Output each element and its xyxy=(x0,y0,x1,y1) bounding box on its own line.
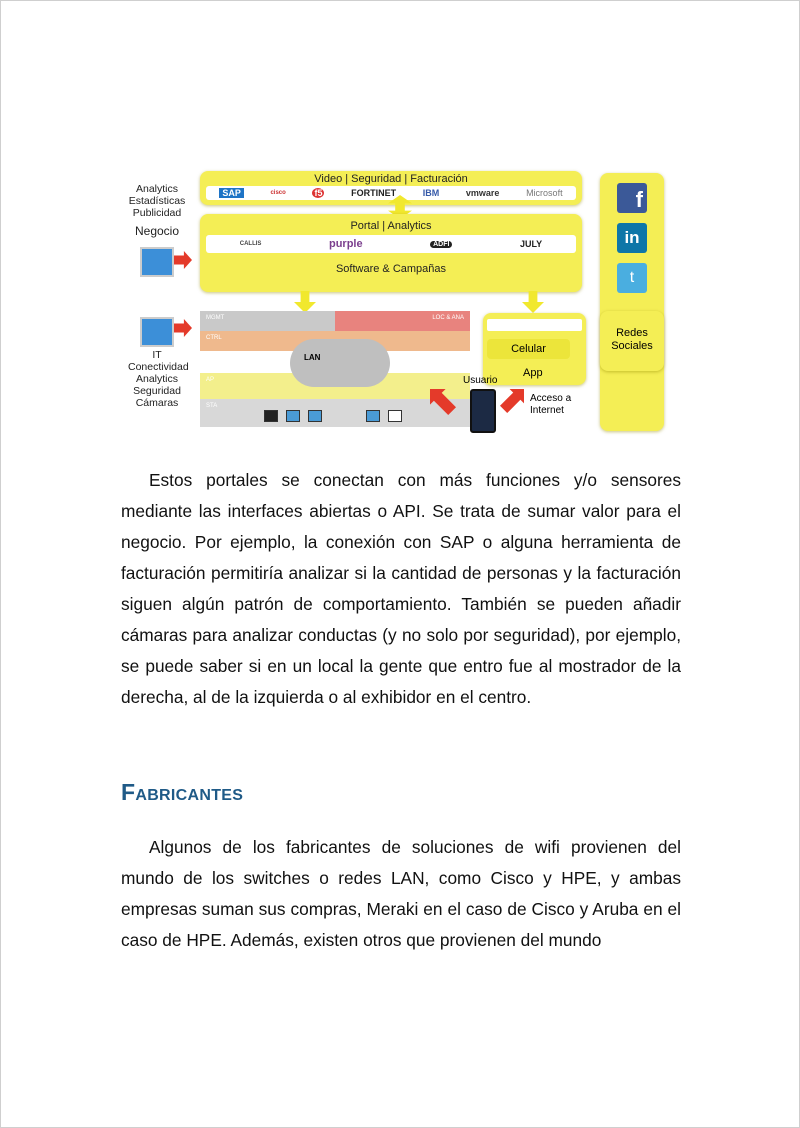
label-negocio: Negocio xyxy=(134,224,180,238)
twitter-icon: t xyxy=(617,263,647,293)
section-heading-fabricantes: Fabricantes xyxy=(121,779,244,805)
network-layers xyxy=(200,311,470,429)
computer-icon xyxy=(140,317,174,347)
microsoft-logo: Microsoft xyxy=(526,188,563,198)
purple-logo: purple xyxy=(328,238,363,250)
redes-sociales-box xyxy=(600,311,664,371)
adfi-logo: ADFI xyxy=(430,241,452,248)
app-label: App xyxy=(523,367,543,379)
label-estadisticas: Estadísticas xyxy=(128,195,186,207)
left-labels xyxy=(128,183,186,237)
top-box-title: Video | Seguridad | Facturación xyxy=(314,173,468,185)
acceso-internet-label xyxy=(530,393,571,417)
band-mgmt: MGMT xyxy=(200,311,335,331)
software-campaigns-label: Software & Campañas xyxy=(335,263,447,275)
wifi-architecture-diagram xyxy=(128,169,668,439)
paragraph-portales: Estos portales se conectan con más funciones y/o sensores mediante las interfaces abiertas o API. Se trata de sumar valor para el negocio. Por ejemplo, la conexión con SAP o alguna herramienta de facturación permitiría analizar si la cantidad de personas y la facturación siguen algún patrón de comportamiento. También se pueden añadir cámaras para analizar conductas (y no solo por seguridad), por ejemplo, se puede saber si en un local la gente que entro fue al mostrador de la derecha, al de la izquierda o al exhibidor en el centro. xyxy=(121,470,681,707)
band-ap: AP xyxy=(200,373,470,399)
lan-label: LAN xyxy=(304,353,321,362)
laptop-icon xyxy=(366,410,380,422)
callis-logo: CALLIS xyxy=(239,241,262,247)
vmware-logo: vmware xyxy=(465,188,500,198)
ibm-logo: IBM xyxy=(422,188,440,198)
laptop-icon xyxy=(308,410,322,422)
label-it: IT xyxy=(152,349,162,361)
july-logo: JULY xyxy=(520,239,543,249)
linkedin-icon: in xyxy=(617,223,647,253)
laptop-icon xyxy=(286,410,300,422)
celular-box: Celular xyxy=(487,339,570,359)
app-bar xyxy=(487,319,582,331)
red-arrow-icon xyxy=(500,389,524,413)
acceso-line: Acceso a xyxy=(530,393,572,404)
computer-icon xyxy=(140,247,174,277)
band-sta: STA xyxy=(200,399,470,427)
tablet-icon xyxy=(388,410,402,422)
label-analytics: Analytics xyxy=(135,183,178,195)
red-arrow-icon xyxy=(174,319,192,337)
facebook-icon: f xyxy=(617,183,647,213)
down-arrow-icon xyxy=(294,291,316,313)
redes-label: Redes xyxy=(616,327,648,339)
usuario-label: Usuario xyxy=(463,375,498,386)
lan-cloud xyxy=(290,339,390,387)
band-ctrl: CTRL xyxy=(200,331,470,351)
f5-logo: f5 xyxy=(314,188,323,198)
sociales-label: Sociales xyxy=(611,340,653,352)
cisco-logo: cisco xyxy=(270,190,286,196)
portal-logos xyxy=(206,235,576,253)
portal-analytics-box xyxy=(200,214,582,292)
down-arrow-icon xyxy=(522,291,544,313)
label-publicidad: Publicidad xyxy=(132,207,182,219)
social-networks-box xyxy=(600,173,664,431)
label-conectividad: Conectividad xyxy=(128,361,189,373)
sap-logo: SAP xyxy=(219,188,244,198)
label-camaras: Cámaras xyxy=(135,397,179,409)
red-arrow-icon xyxy=(174,251,192,269)
devices-row xyxy=(260,409,406,427)
label-analytics-it: Analytics xyxy=(135,373,178,385)
it-labels xyxy=(128,349,189,409)
paragraph-fabricantes: Algunos de los fabricantes de soluciones de wifi provienen del mundo de los switches o redes LAN, como Cisco y HPE, y ambas empresas suman sus compras, Meraki en el caso de Cisco y Aruba en el caso de HPE. Además, existen otros que provienen del mundo xyxy=(121,837,681,950)
smartphone-icon xyxy=(470,389,496,433)
band-loc-ana: LOC & ANA xyxy=(335,311,470,331)
video-security-billing-box xyxy=(200,171,582,205)
label-seguridad: Seguridad xyxy=(133,385,181,397)
vendor-logos xyxy=(206,186,576,200)
app-box xyxy=(483,313,586,385)
portal-title: Portal | Analytics xyxy=(350,220,432,232)
internet-line: Internet xyxy=(530,405,564,416)
phone-icon xyxy=(264,410,278,422)
fortinet-logo: FORTINET xyxy=(351,188,397,198)
